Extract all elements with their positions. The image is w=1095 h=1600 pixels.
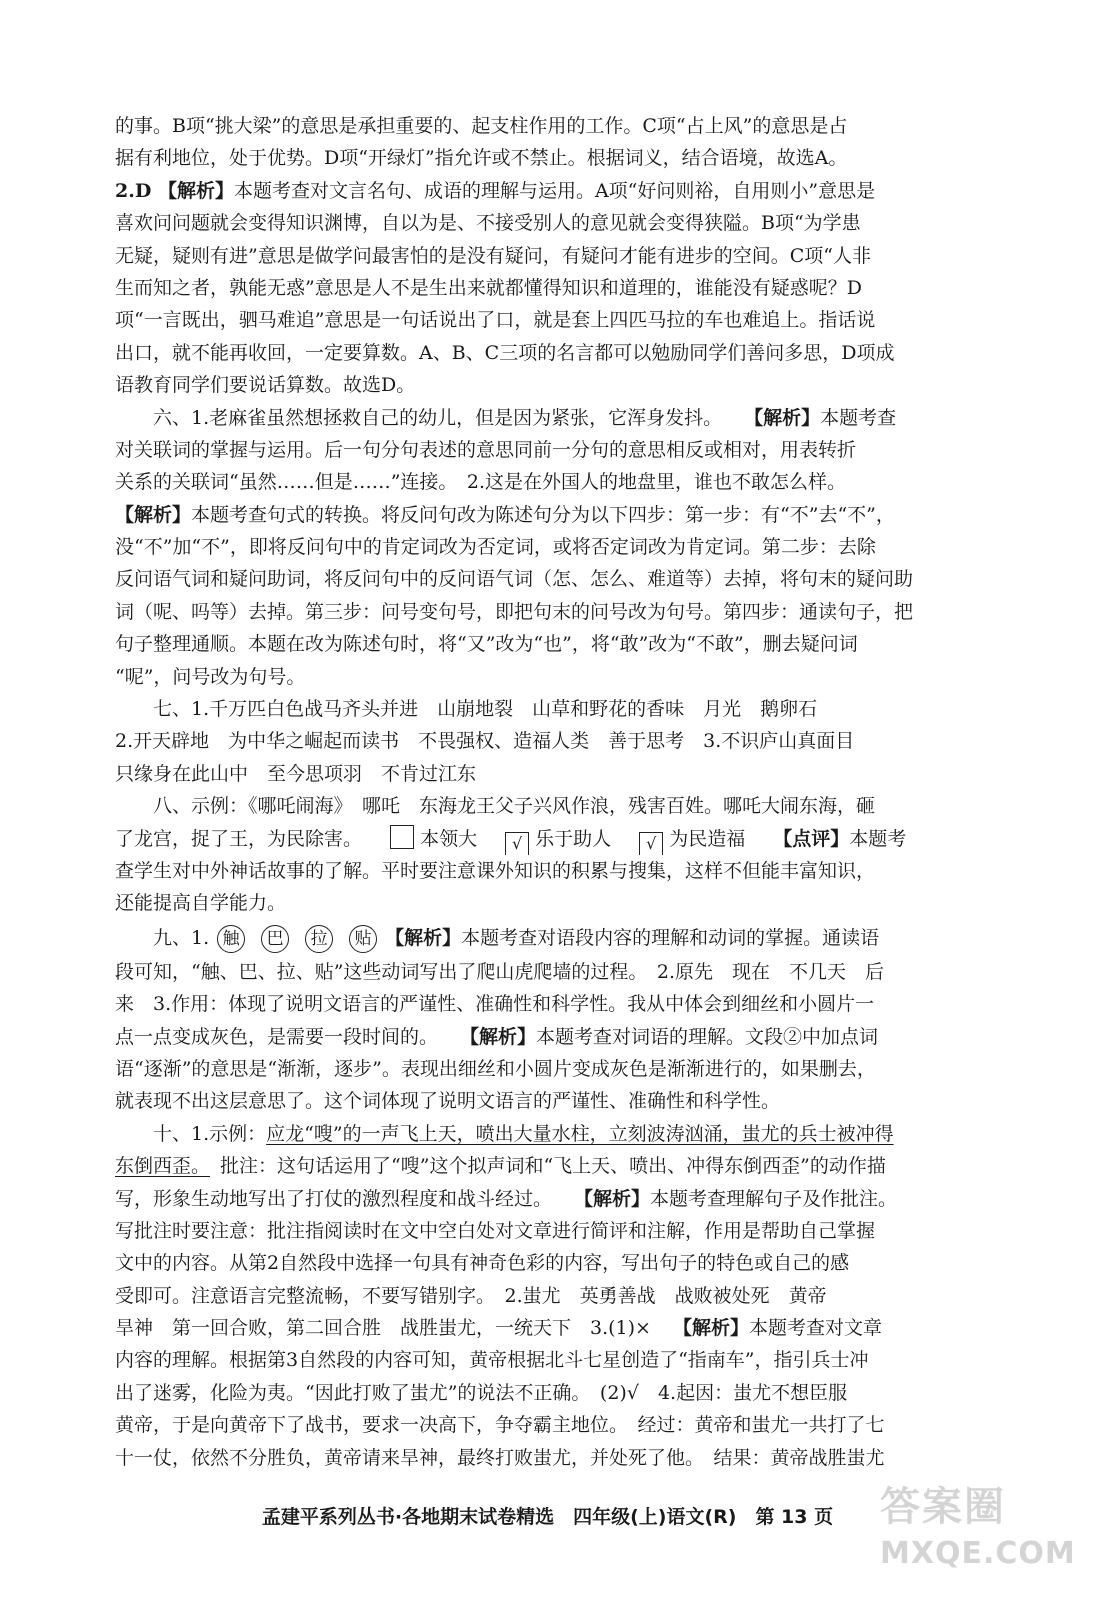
text-segment: 本题考查对文言名句、成语的理解与运用。A项“好问则裕，自用则小”意思是 (233, 179, 876, 202)
text-line: 就表现不出这层意思了。这个词体现了说明文语言的严谨性、准确性和科学性。 (115, 1090, 781, 1113)
underlined-sentence: 应龙“嗖”的一声飞上天，喷出大量水柱，立刻波涛汹涌，蚩尤的兵士被冲得 (266, 1122, 894, 1145)
text-line: 2.开天辟地 为中华之崛起而读书 不畏强权、造福人类 善于思考 3.不识庐山真面目 (115, 730, 855, 753)
text-line: 没“不”加“不”，即将反问句中的肯定词改为否定词，或将否定词改为肯定词。第二步：去除 (115, 536, 876, 559)
text-line (115, 1118, 975, 1150)
text-segment: 九、1. (153, 926, 210, 949)
text-segment: 六、1.老麻雀虽然想拯救自己的幼儿，但是因为紧张，它浑身发抖。 (153, 406, 723, 429)
text-line: 七、1.千万匹白色战马齐头并进 山崩地裂 山草和野花的香味 月光 鹅卵石 (153, 698, 818, 721)
analysis-tag: 【解析】 (157, 179, 234, 202)
checked-checkbox: √ (639, 832, 663, 855)
text-line: 段可知，“触、巴、拉、贴”这些动词写出了爬山虎爬墙的过程。 2.原先 现在 不几天 后 (115, 960, 885, 983)
text-line: 的事。B项“挑大梁”的意思是承担重要的、起支柱作用的工作。C项“占上风”的意思是占 (115, 115, 848, 137)
text-segment: 了龙宫，捉了王，为民除害。 (115, 827, 363, 850)
text-line: 反问语气词和疑问助词，将反问句中的反问语气词（怎、怎么、难道等）去掉，将句末的疑问助 (115, 568, 914, 591)
text-line: 出了迷雾，化险为夷。“因此打败了蚩尤”的说法不正确。 (2)√ 4.起因：蚩尤不想臣服 (115, 1381, 848, 1404)
circled-char: 触 (217, 925, 245, 953)
analysis-tag: 【解析】 (385, 926, 462, 949)
text-segment: 点一点变成灰色，是需要一段时间的。 (115, 1025, 439, 1048)
text-line: 词（呢、吗等）去掉。第三步：问号变句号，即把句末的问号改为句号。第四步：通读句子，把 (115, 600, 914, 623)
text-line: 语教育同学们要说话算数。故选D。 (115, 374, 416, 397)
text-segment: 本题考 (849, 827, 907, 850)
text-line (115, 1021, 975, 1053)
text-line: 十一仗，依然不分胜负，黄帝请来旱神，最终打败蚩尤，并处死了他。 结果：黄帝战胜蚩尤 (115, 1446, 885, 1469)
text-segment: 批注：这句话运用了“嗖”这个拟声词和“飞上天、喷出、冲得东倒西歪”的动作描 (220, 1155, 886, 1178)
text-line (115, 499, 975, 531)
text-line: 项“一言既出，驷马难追”意思是一句话说出了口，就是套上四匹马拉的车也难追上。指话说 (115, 309, 876, 332)
circled-char: 贴 (349, 925, 377, 953)
circled-char: 巴 (261, 925, 289, 953)
text-line: “呢”，问号改为句号。 (115, 665, 306, 688)
text-line (115, 402, 975, 434)
text-segment: 旱神 第一回合败，第二回合胜 战胜蚩尤，一统天下 3.(1)× (115, 1317, 651, 1340)
text-line: 写批注时要注意：批注指阅读时在文中空白处对文章进行简评和注解，作用是帮助自己掌握 (115, 1219, 876, 1242)
answer-number: 2.D (115, 179, 158, 202)
checkbox-label: 本领大 (420, 827, 478, 850)
text-line: 出口，就不能再收回，一定要算数。A、B、C三项的名言都可以勉励同学们善问多思，D项成 (115, 341, 895, 364)
text-line: 来 3.作用：体现了说明文语言的严谨性、准确性和科学性。我从中体会到细丝和小圆片一 (115, 993, 875, 1016)
text-line: 关系的关联词“虽然……但是……”连接。 2.这是在外国人的地盘里，谁也不敢怎么样。 (115, 471, 847, 494)
text-segment: 十、1.示例： (153, 1122, 267, 1145)
text-line: 查学生对中外神话故事的了解。平时要注意课外知识的积累与搜集，这样不但能丰富知识， (115, 859, 876, 882)
checkbox-label: 为民造福 (669, 827, 746, 850)
empty-checkbox (390, 825, 414, 849)
text-line-circled (115, 920, 975, 956)
text-segment: 本题考查句式的转换。将反问句改为陈述句分为以下四步：第一步：有“不”去“不”， (191, 503, 895, 526)
text-segment: 写，形象生动地写出了打仗的激烈程度和战斗经过。 (115, 1187, 553, 1210)
circled-char: 拉 (305, 925, 333, 953)
checked-checkbox: √ (505, 832, 529, 855)
analysis-tag: 【解析】 (672, 1317, 749, 1340)
analysis-tag: 【解析】 (460, 1025, 537, 1048)
text-line: 黄帝，于是向黄帝下了战书，要求一决高下，争夺霸主地位。 经过：黄帝和蚩尤一共打了七 (115, 1414, 885, 1437)
text-line: 语“逐渐”的意思是“渐渐，逐步”。表现出细丝和小圆片变成灰色是渐渐进行的，如果删去， (115, 1057, 876, 1080)
watermark (880, 1475, 1080, 1595)
text-segment: 本题考查对语段内容的理解和动词的掌握。通读语 (461, 926, 880, 949)
text-line: 只缘身在此山中 至今思项羽 不肯过江东 (115, 762, 477, 785)
analysis-tag: 【解析】 (115, 503, 192, 526)
text-line: 无疑，疑则有进”意思是做学问最害怕的是没有疑问，有疑问才能有进步的空间。C项“人非 (115, 244, 871, 267)
text-line-checkboxes (115, 823, 975, 855)
text-line: 受即可。注意语言完整流畅，不要写错别字。 2.蚩尤 英勇善战 战败被处死 黄帝 (115, 1284, 827, 1307)
analysis-tag: 【解析】 (744, 406, 821, 429)
page-footer: 孟建平系列丛书·各地期末试卷精选 四年级(上)语文(R) 第 13 页 (261, 1506, 834, 1528)
checkbox-label: 乐于助人 (535, 827, 612, 850)
text-line: 八、示例：《哪吒闹海》 哪吒 东海龙王父子兴风作浪，残害百姓。哪吒大闹东海，砸 (153, 795, 876, 818)
watermark-url: MXQE.COM (880, 1536, 1076, 1571)
text-line (115, 1150, 975, 1182)
text-segment: 本题考查理解句子及作批注。 (650, 1187, 898, 1210)
text-line (115, 1312, 975, 1344)
analysis-tag: 【解析】 (574, 1187, 651, 1210)
comment-tag: 【点评】 (773, 827, 850, 850)
text-segment: 本题考查对文章 (748, 1317, 882, 1340)
text-line: 对关联词的掌握与运用。后一句分句表述的意思同前一分句的意思相反或相对，用表转折 (115, 438, 857, 461)
text-line: 生而知之者，孰能无惑”意思是人不是生出来就都懂得知识和道理的，谁能没有疑惑呢？D (115, 276, 862, 299)
text-line (115, 1183, 975, 1215)
underlined-sentence: 东倒西歪。 (115, 1155, 211, 1178)
text-line (115, 175, 975, 207)
text-line: 喜欢问问题就会变得知识渊博，自以为是、不接受别人的意见就会变得狭隘。B项“为学患 (115, 212, 861, 235)
text-line: 据有利地位，处于优势。D项“开绿灯”指允许或不禁止。根据词义，结合语境，故选A。 (115, 147, 848, 170)
text-line: 还能提高自学能力。 (115, 892, 287, 915)
text-line: 句子整理通顺。本题在改为陈述句时，将“又”改为“也”，将“敢”改为“不敢”，删去疑问词 (115, 633, 858, 656)
text-segment: 本题考查对词语的理解。文段②中加点词 (536, 1025, 879, 1048)
answer-text-body (115, 110, 975, 1474)
text-line: 内容的理解。根据第3自然段的内容可知，黄帝根据北斗七星创造了“指南车”，指引兵士冲 (115, 1349, 869, 1372)
watermark-logo: 答案圈 (880, 1484, 1006, 1530)
text-segment: 本题考查 (820, 406, 897, 429)
text-line: 文中的内容。从第2自然段中选择一句具有神奇色彩的内容，写出句子的特色或自己的感 (115, 1252, 850, 1275)
